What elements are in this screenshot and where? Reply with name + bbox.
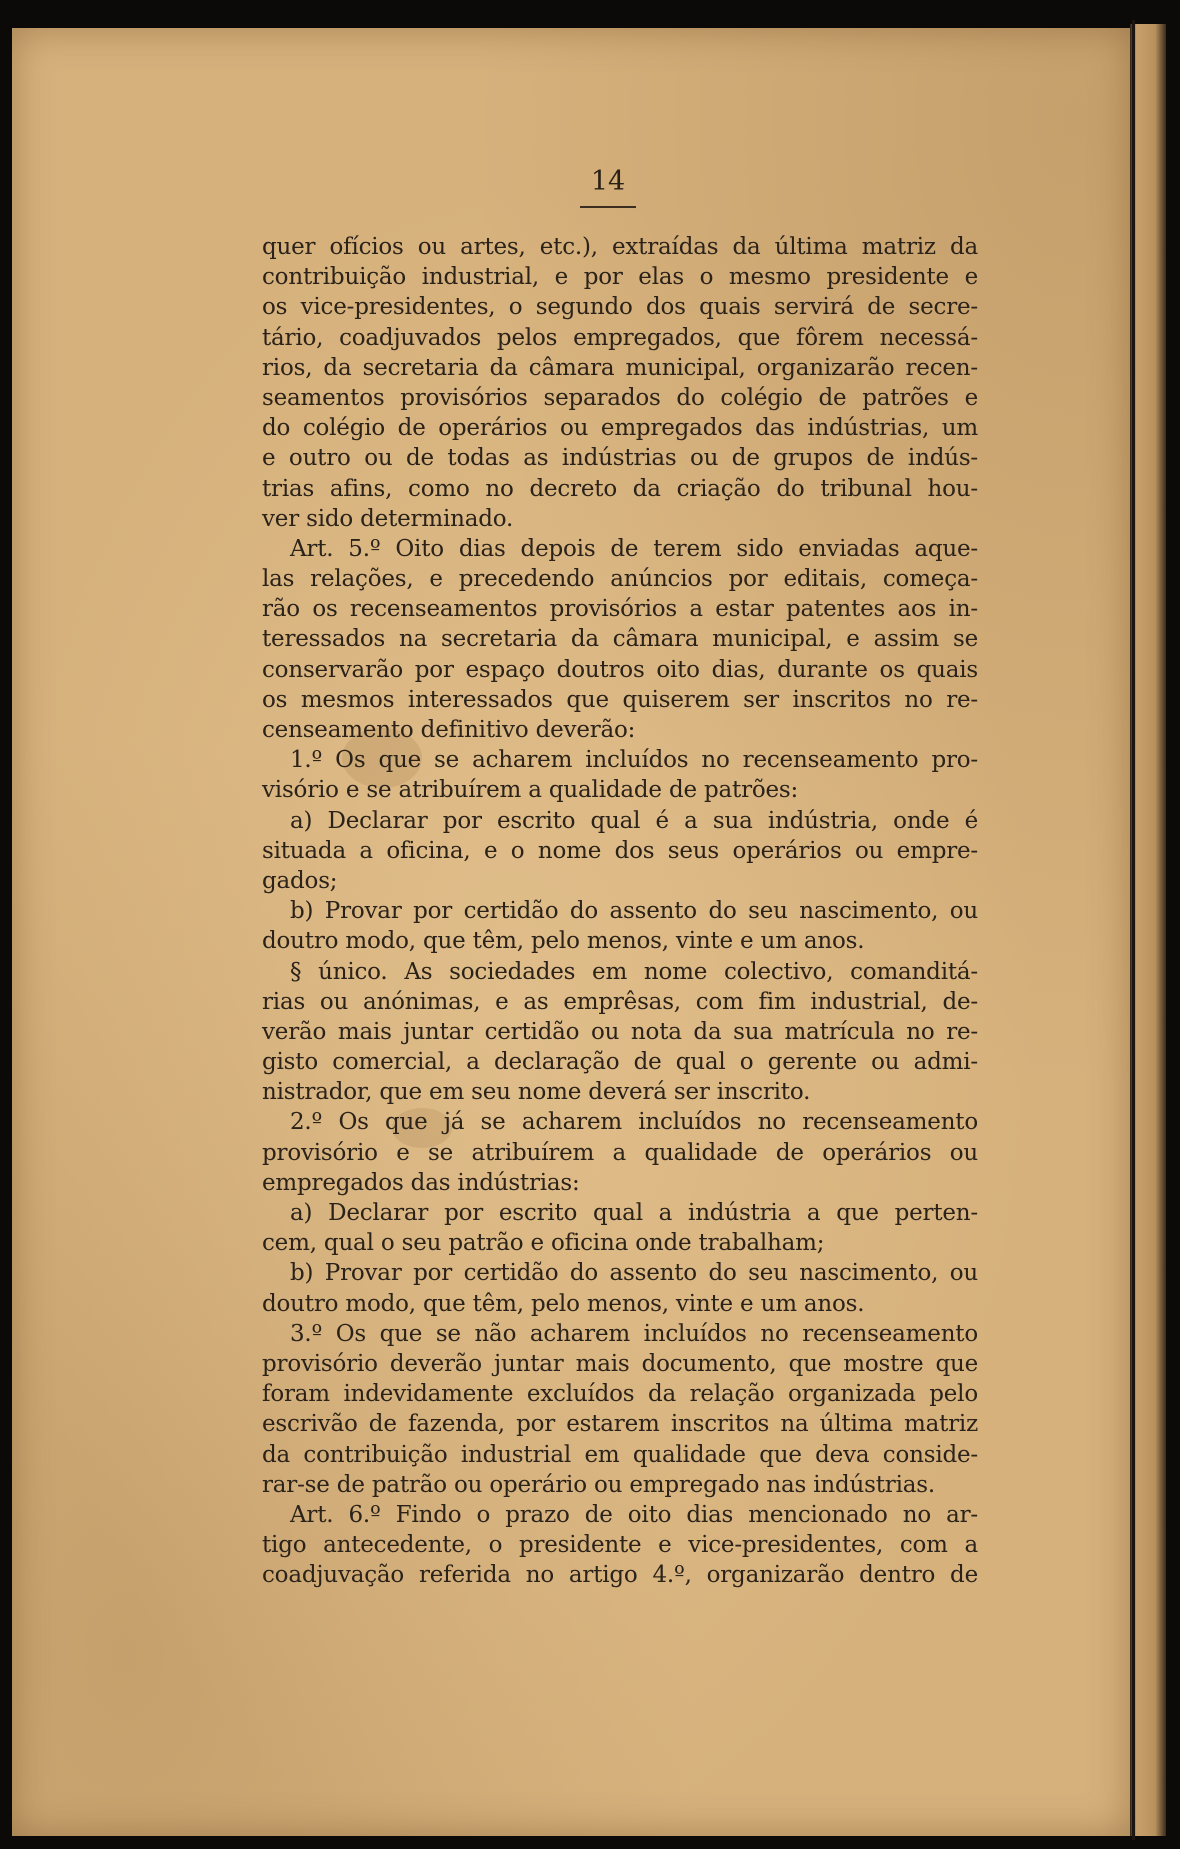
text-line: escrivão de fazenda, por estarem inscritos na última matriz <box>262 1411 978 1438</box>
text-line: os mesmos interessados que quiserem ser inscritos no re- <box>262 686 978 713</box>
text-line: contribuição industrial, e por elas o mesmo presidente e <box>262 264 978 291</box>
text-line: situada a oficina, e o nome dos seus operários ou empre- <box>262 837 978 864</box>
text-line: tigo antecedente, o presidente e vice-presidentes, com a <box>262 1532 978 1559</box>
text-line: las relações, e precedendo anúncios por editais, começa- <box>262 566 978 593</box>
text-line: gisto comercial, a declaração de qual o gerente ou admi- <box>262 1049 978 1076</box>
text-line: b) Provar por certidão do assento do seu nascimento, ou <box>290 898 978 925</box>
text-line: rios, da secretaria da câmara municipal, organizarão recen- <box>262 354 978 381</box>
text-line: rar-se de patrão ou operário ou empregado nas indústrias. <box>262 1471 935 1498</box>
text-line: tário, coadjuvados pelos empregados, que fôrem necessá- <box>262 324 978 351</box>
text-line: a) Declarar por escrito qual é a sua indústria, onde é <box>290 807 978 834</box>
text-line: rias ou anónimas, e as emprêsas, com fim industrial, de- <box>262 988 978 1015</box>
text-line: Art. 6.º Findo o prazo de oito dias mencionado no ar- <box>290 1501 978 1528</box>
text-line: censeamento definitivo deverão: <box>262 717 636 743</box>
text-line: visório e se atribuírem a qualidade de patrões: <box>262 777 799 804</box>
text-line: ver sido determinado. <box>262 505 514 532</box>
body-text <box>262 232 978 1590</box>
text-line: provisório deverão juntar mais documento, que mostre que <box>262 1350 978 1377</box>
text-line: rão os recenseamentos provisórios a estar patentes aos in- <box>262 596 978 623</box>
text-line: nistrador, que em seu nome deverá ser inscrito. <box>262 1079 811 1106</box>
text-line: quer ofícios ou artes, etc.), extraídas da última matriz da <box>262 234 978 260</box>
page-number: 14 <box>590 166 626 197</box>
text-line: da contribuição industrial em qualidade que deva conside- <box>262 1441 978 1468</box>
text-line: 3.º Os que se não acharem incluídos no recenseamento <box>290 1320 978 1347</box>
page-number-rule <box>580 206 636 208</box>
text-line: b) Provar por certidão do assento do seu nascimento, ou <box>290 1260 978 1287</box>
text-line: seamentos provisórios separados do colégio de patrões e <box>262 384 978 411</box>
text-line: coadjuvação referida no artigo 4.º, organizarão dentro de <box>262 1562 978 1589</box>
text-line: empregados das indústrias: <box>262 1169 580 1196</box>
text-line: a) Declarar por escrito qual a indústria a que perten- <box>290 1200 978 1226</box>
text-line: e outro ou de todas as indústrias ou de grupos de indús- <box>262 445 978 472</box>
facing-page-edge <box>1130 24 1166 1836</box>
text-line: doutro modo, que têm, pelo menos, vinte e um anos. <box>262 1290 865 1317</box>
text-line: Art. 5.º Oito dias depois de terem sido enviadas aque- <box>290 535 978 562</box>
text-line: conservarão por espaço doutros oito dias, durante os quais <box>262 656 978 683</box>
text-line: doutro modo, que têm, pelo menos, vinte e um anos. <box>262 928 865 955</box>
text-line: gados; <box>262 867 338 894</box>
text-line: § único. As sociedades em nome colectivo, comanditá- <box>290 958 978 985</box>
text-line: trias afins, como no decreto da criação do tribunal hou- <box>262 475 978 502</box>
text-line: provisório e se atribuírem a qualidade de operários ou <box>262 1139 978 1166</box>
text-line: 2.º Os que já se acharem incluídos no recenseamento <box>290 1109 978 1136</box>
text-line: cem, qual o seu patrão e oficina onde trabalham; <box>262 1230 825 1257</box>
text-line: 1.º Os que se acharem incluídos no recenseamento pro- <box>290 747 978 774</box>
text-line: os vice-presidentes, o segundo dos quais servirá de secre- <box>262 294 978 321</box>
book-spine <box>1132 20 1135 1840</box>
text-line: verão mais juntar certidão ou nota da sua matrícula no re- <box>262 1018 978 1045</box>
text-line: teressados na secretaria da câmara municipal, e assim se <box>262 626 978 653</box>
text-line: foram indevidamente excluídos da relação organizada pelo <box>262 1381 978 1408</box>
text-line: do colégio de operários ou empregados das indústrias, um <box>262 415 978 442</box>
